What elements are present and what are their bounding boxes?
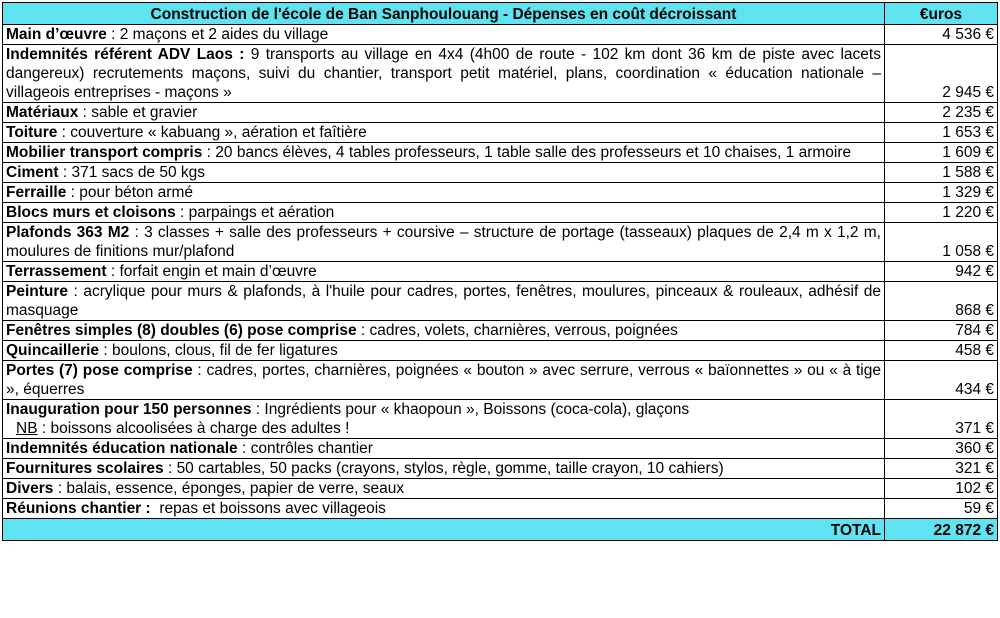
expense-table [2,2,998,541]
expense-detail: 371 sacs de 50 kgs [71,164,206,181]
expense-separator: : [57,124,71,141]
table-row [3,341,998,361]
table-row [3,163,998,183]
table-row [3,223,998,262]
expense-detail: boulons, clous, fil de fer ligatures [111,342,338,359]
table-row [3,479,998,499]
expense-detail: repas et boissons avec villageois [159,500,386,517]
expense-separator: : [251,401,265,418]
expense-amount: 1 609 € [885,143,998,163]
expense-amount: 784 € [885,321,998,341]
expense-label: Plafonds 363 M2 [6,224,130,241]
expense-separator: : [58,164,72,181]
expense-separator: : [78,104,92,121]
expense-description [3,321,885,341]
expense-label: Mobilier transport compris [6,144,203,161]
expense-detail: Ingrédients pour « khaopoun », Boissons (coca-cola), glaçons [264,401,690,418]
expense-description [3,400,885,439]
expense-label: Ciment [6,164,59,181]
expense-description [3,459,885,479]
table-row [3,203,998,223]
expense-label: Quincaillerie [6,342,100,359]
expense-amount: 59 € [885,499,998,519]
expense-amount: 2 945 € [885,45,998,103]
expense-label: Indemnités référent ADV Laos : [6,46,245,63]
expense-label: Blocs murs et cloisons [6,204,176,221]
expense-detail: forfait engin et main d’œuvre [119,263,317,280]
expense-description [3,282,885,321]
expense-description [3,163,885,183]
expense-label: Inauguration pour 150 personnes [6,401,252,418]
table-row [3,143,998,163]
expense-detail: 50 cartables, 50 packs (crayons, stylos, règle, gomme, taille crayon, 10 cahiers) [176,460,724,477]
table-row [3,123,998,143]
expense-label: Terrassement [6,263,107,280]
table-header-row [3,3,998,25]
expense-detail: contrôles chantier [250,440,373,457]
expense-label: Réunions chantier : [6,500,151,517]
expense-description [3,262,885,282]
expense-amount: 458 € [885,341,998,361]
expense-amount: 102 € [885,479,998,499]
expense-detail: cadres, portes, charnières, poignées « bouton » avec serrure, verrous « baïonnettes » ou « à tige », équerres [6,362,881,398]
total-row [3,519,998,541]
expense-description [3,223,885,262]
expense-separator: : [106,26,120,43]
expense-amount: 434 € [885,361,998,400]
table-row [3,321,998,341]
expense-separator: : [106,263,120,280]
expense-description [3,341,885,361]
expense-description [3,439,885,459]
expense-detail: balais, essence, éponges, papier de verre, seaux [66,480,405,497]
table-row [3,459,998,479]
expense-amount: 1 329 € [885,183,998,203]
expense-amount: 2 235 € [885,103,998,123]
expense-description [3,25,885,45]
expense-description [3,183,885,203]
expense-description [3,103,885,123]
expense-detail: acrylique pour murs & plafonds, à l'huile pour cadres, portes, fenêtres, moulures, pinceaux & rouleaux, adhésif de masquage [6,283,881,319]
expense-separator: : [202,144,216,161]
expense-detail: couverture « kabuang », aération et faîtière [70,124,367,141]
expense-label: Divers [6,480,54,497]
table-body [3,25,998,519]
currency-header: €uros [885,3,998,25]
expense-separator: : [66,184,80,201]
table-row [3,25,998,45]
expense-label: Matériaux [6,104,79,121]
expense-amount: 1 058 € [885,223,998,262]
expense-label: Peinture [6,283,69,300]
nb-marker: NB [16,420,38,437]
expense-detail: 2 maçons et 2 aides du village [119,26,329,43]
expense-description [3,45,885,103]
table-row [3,103,998,123]
expense-label: Main d’œuvre [6,26,107,43]
expense-detail: 20 bancs élèves, 4 tables professeurs, 1 table salle des professeurs et 10 chaises, 1 armoire [215,144,852,161]
expense-amount: 4 536 € [885,25,998,45]
expense-label: Ferraille [6,184,67,201]
expense-description [3,123,885,143]
expense-separator: : [129,224,145,241]
table-row [3,282,998,321]
expense-amount: 321 € [885,459,998,479]
expense-amount: 360 € [885,439,998,459]
expense-amount: 1 220 € [885,203,998,223]
expense-detail: 9 transports au village en 4x4 (4h00 de route - 102 km dont 36 km de piste avec lacets dangereux) recrutements maçons, suivi du chantier, transport petit matériel, plans, coordination « éducation nationale – villageois entreprises - maçons » [6,46,881,101]
expense-note: : boissons alcoolisées à charge des adultes ! [37,420,350,437]
expense-detail: parpaings et aération [188,204,335,221]
expense-separator: : [53,480,67,497]
total-amount: 22 872 € [885,519,998,541]
expense-description [3,203,885,223]
expense-amount: 371 € [885,400,998,439]
table-title: Construction de l'école de Ban Sanphoulouang - Dépenses en coût décroissant [3,3,885,25]
expense-separator: : [237,440,251,457]
expense-description [3,479,885,499]
total-label: TOTAL [3,519,885,541]
table-row [3,361,998,400]
expense-separator: : [356,322,370,339]
table-row [3,499,998,519]
expense-description [3,499,885,519]
expense-description [3,361,885,400]
expense-amount: 942 € [885,262,998,282]
table-row [3,439,998,459]
expense-separator: : [175,204,189,221]
expense-detail: pour béton armé [79,184,193,201]
expense-detail: sable et gravier [91,104,198,121]
expense-separator: : [163,460,177,477]
expense-label: Fournitures scolaires [6,460,164,477]
table-row [3,45,998,103]
expense-separator: : [68,283,84,300]
expense-amount: 1 653 € [885,123,998,143]
expense-description [3,143,885,163]
expense-label: Toiture [6,124,58,141]
expense-amount: 868 € [885,282,998,321]
expense-label: Fenêtres simples (8) doubles (6) pose comprise [6,322,357,339]
expense-separator: : [192,362,207,379]
expense-amount: 1 588 € [885,163,998,183]
expense-detail: 3 classes + salle des professeurs + coursive – structure de portage (tasseaux) plaques de 2,4 m x 1,2 m, moulures de finitions mur/plafond [6,224,881,260]
expense-label: Portes (7) pose comprise [6,362,193,379]
table-row [3,262,998,282]
expense-detail: cadres, volets, charnières, verrous, poignées [369,322,678,339]
expense-label: Indemnités éducation nationale [6,440,238,457]
expense-separator: : [99,342,112,359]
table-row [3,183,998,203]
table-row [3,400,998,439]
